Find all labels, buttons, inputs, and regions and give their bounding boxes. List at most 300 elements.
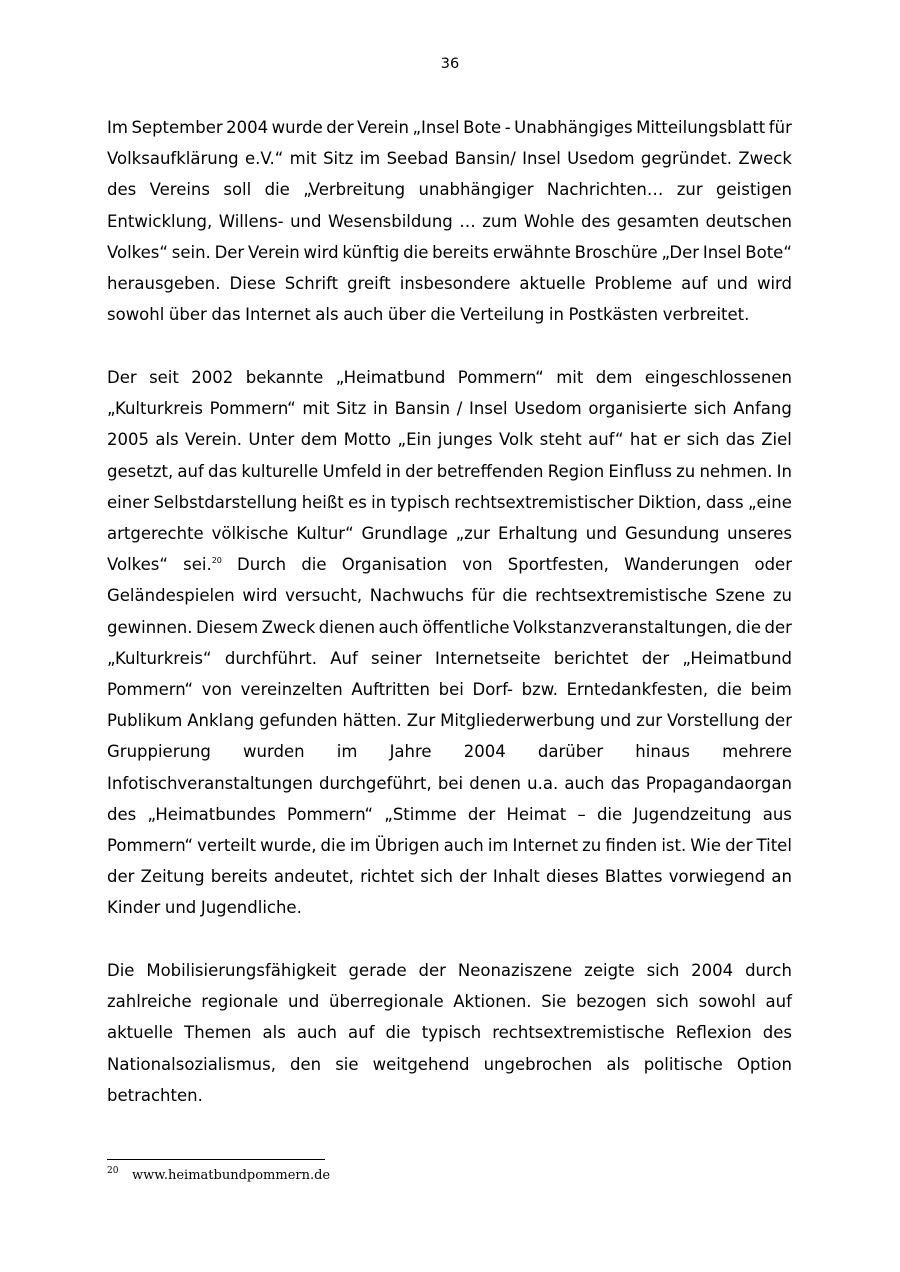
word: sein.: [171, 242, 211, 262]
word: bekannte: [245, 368, 324, 387]
word: junges: [437, 430, 493, 450]
word: Wesensbildung: [327, 211, 453, 231]
word: dem: [300, 430, 338, 450]
word: Volkstanzveranstaltungen,: [513, 617, 733, 637]
word: -: [504, 118, 511, 137]
word: wird: [756, 274, 792, 293]
word: aktuelle: [519, 274, 586, 293]
word: an: [771, 867, 792, 887]
word: „Heimatbund: [682, 648, 792, 668]
word: Anklang: [187, 711, 255, 731]
word: Jahre: [389, 742, 432, 762]
word: Pommern“: [209, 399, 296, 419]
word: artgerechte: [107, 524, 204, 543]
word: Auftritten: [351, 680, 430, 699]
word: sich: [693, 399, 727, 419]
word: berichtet: [553, 648, 629, 668]
word: finden: [605, 836, 658, 855]
word: Unter: [248, 430, 295, 450]
text-line: [107, 866, 792, 888]
word: sich: [656, 992, 689, 1012]
word: Durch: [237, 555, 287, 575]
word: rechtsextremistische: [535, 586, 708, 606]
word: auch: [343, 305, 384, 325]
word: politische: [643, 1054, 723, 1074]
word: Internet: [245, 305, 311, 325]
word: einer: [107, 492, 150, 512]
text-line: [107, 211, 792, 233]
word: Gruppierung: [107, 742, 211, 762]
word: in: [385, 461, 401, 481]
word: Pommern“: [287, 804, 374, 824]
word: gerade: [348, 961, 407, 980]
word: Zeitung: [140, 867, 205, 887]
word: Organisation: [341, 555, 448, 575]
word: bereits: [210, 867, 268, 887]
text-line: [107, 523, 792, 545]
word: gewinnen.: [107, 617, 193, 637]
word: und: [599, 711, 632, 731]
word: dass: [705, 492, 744, 512]
word: Sitz: [323, 149, 354, 169]
word: sich: [420, 867, 453, 887]
word: auch: [296, 1023, 337, 1043]
word: aktuelle: [107, 1023, 174, 1043]
word: Verteilung: [460, 305, 545, 325]
word: sich: [686, 430, 720, 450]
word: bei: [437, 773, 464, 793]
word: insbesondere: [399, 274, 511, 293]
word: Verein: [357, 118, 409, 137]
word: der: [725, 836, 753, 855]
word: sowohl: [698, 992, 756, 1012]
word: Gesundung: [624, 524, 720, 543]
word: des: [107, 804, 137, 824]
word: durchführt.: [224, 648, 317, 668]
word: richtet: [360, 867, 415, 887]
word: von: [462, 555, 493, 575]
word: –: [577, 804, 586, 824]
word: Broschüre: [574, 242, 658, 262]
word: beim: [750, 680, 792, 699]
word: wurde: [271, 118, 323, 137]
word: typisch: [390, 492, 450, 512]
word: auf: [681, 274, 708, 293]
word: zur: [636, 711, 663, 731]
text-line: [107, 679, 792, 701]
word: als: [315, 305, 339, 325]
word: Dorf-: [472, 680, 513, 699]
word: dem: [595, 368, 633, 387]
word: Option: [736, 1054, 792, 1074]
word: „Heimatbundes: [147, 804, 276, 824]
word: er: [663, 430, 681, 450]
word: versucht,: [285, 586, 363, 606]
word: /: [456, 399, 463, 419]
word: auch: [443, 836, 484, 855]
word: Schrift: [284, 274, 339, 293]
word: dieses: [546, 867, 599, 887]
word: auf“: [588, 430, 624, 450]
word: als: [262, 1023, 286, 1043]
word: In: [776, 461, 792, 481]
word: ist.: [661, 836, 687, 855]
word: „Kulturkreis: [107, 399, 204, 419]
word: Einfluss: [608, 461, 672, 481]
word: Verein.: [185, 430, 243, 450]
footnote-separator: [107, 1159, 325, 1160]
word: „Kulturkreis“: [107, 648, 212, 668]
word: Zur: [406, 711, 436, 731]
word: Insel: [702, 242, 742, 262]
word: Internet: [512, 836, 579, 855]
word: Volksaufklärung: [107, 149, 239, 169]
word: bezogen: [576, 992, 647, 1012]
word: Vereins: [149, 180, 210, 200]
word: vorwiegend: [668, 867, 766, 887]
word: durchgeführt,: [319, 773, 432, 793]
word: Nachrichten…: [546, 180, 664, 200]
text-line: [107, 148, 792, 170]
word: Inhalt: [492, 867, 540, 887]
word: Usedom: [567, 149, 635, 169]
word: und: [164, 898, 197, 918]
word: die: [320, 836, 346, 855]
word: in: [548, 305, 564, 325]
word: Internetseite: [435, 648, 541, 668]
word: mit: [289, 149, 317, 169]
word: Volkes“: [107, 555, 168, 575]
text-line: [107, 741, 792, 763]
footnote-reference: 20: [211, 556, 222, 566]
word: Sitz: [336, 399, 367, 419]
word: Mitteilungsblatt: [636, 118, 766, 137]
word: Aktionen.: [453, 992, 532, 1012]
word: Anfang: [733, 399, 792, 419]
word: Verein: [247, 242, 300, 262]
word: gefunden: [259, 711, 338, 731]
text-line: [107, 304, 792, 326]
word: und: [716, 274, 748, 293]
word: die: [403, 242, 429, 262]
word: vereinzelten: [240, 680, 343, 699]
word: „Stimme: [384, 804, 457, 824]
word: und: [287, 992, 320, 1012]
word: „eine: [747, 492, 792, 512]
word: Infotischveranstaltungen: [107, 773, 313, 793]
word: Wanderungen: [624, 555, 740, 575]
word: durch: [745, 961, 792, 980]
word: Übrigen: [374, 836, 440, 855]
word: denen: [469, 773, 521, 793]
word: „Insel: [412, 118, 460, 137]
word: Nationalsozialismus,: [107, 1054, 276, 1074]
word: …: [459, 211, 476, 231]
word: dienen: [318, 617, 376, 637]
word: greift: [347, 274, 391, 293]
word: „Ein: [397, 430, 432, 450]
word: 2004: [691, 961, 734, 980]
word: aus: [762, 804, 792, 824]
word: den: [290, 1054, 322, 1074]
text-line: [107, 585, 792, 607]
word: e.V.“: [244, 149, 284, 169]
word: völkische: [211, 524, 289, 543]
word: deutschen: [705, 211, 792, 231]
word: Wie: [690, 836, 721, 855]
word: unseres: [727, 524, 792, 543]
word: das: [610, 773, 640, 793]
word: Postkästen: [568, 305, 659, 325]
word: als: [155, 430, 179, 450]
word: der: [418, 961, 446, 980]
word: Volkes“: [107, 242, 168, 262]
word: Mitgliederwerbung: [440, 711, 595, 731]
text-line: [107, 273, 792, 295]
word: für: [768, 118, 792, 137]
word: Motto: [343, 430, 392, 450]
word: gegründet.: [640, 149, 733, 169]
word: die: [385, 1023, 411, 1043]
word: bei: [438, 680, 464, 699]
word: hätten.: [342, 711, 402, 731]
word: Im: [107, 118, 128, 137]
text-line: [107, 960, 792, 982]
word: zeigte: [584, 961, 635, 980]
word: der: [764, 711, 792, 731]
word: 2004: [463, 742, 506, 762]
word: im: [487, 836, 509, 855]
text-line: [107, 648, 792, 670]
word: Insel: [468, 399, 508, 419]
text-line: [107, 710, 792, 732]
word: Umfeld: [322, 461, 382, 481]
word: Zweck: [738, 149, 792, 169]
word: mit: [302, 399, 330, 419]
word: von: [201, 680, 233, 699]
word: Insel: [522, 149, 561, 169]
word: Bansin: [394, 399, 451, 419]
word: wurde,: [260, 836, 317, 855]
word: der: [107, 867, 135, 887]
word: bereits: [432, 242, 490, 262]
word: geistigen: [716, 180, 792, 200]
word: Mobilisierungsfähigkeit: [146, 961, 337, 980]
word: verbreitet.: [662, 305, 750, 325]
word: Die: [107, 961, 135, 980]
word: Vorstellung: [666, 711, 760, 731]
word: hinaus: [635, 742, 690, 762]
word: Willens-: [218, 211, 284, 231]
word: in: [372, 399, 388, 419]
text-line: [107, 773, 792, 795]
word: sie: [335, 1054, 359, 1074]
word: das: [725, 430, 755, 450]
word: das: [211, 305, 241, 325]
word: über: [387, 305, 426, 325]
word: der: [326, 118, 354, 137]
word: herausgeben.: [107, 274, 221, 293]
word: die: [301, 555, 327, 575]
word: Selbstdarstellung: [153, 492, 298, 512]
word: Volk: [498, 430, 534, 450]
word: „Heimatbund: [335, 368, 446, 387]
word: rechtsextremistischer: [454, 492, 634, 512]
word: zur: [676, 180, 703, 200]
word: kulturelle: [241, 461, 319, 481]
word: betrachten.: [107, 1085, 203, 1105]
page-number: 36: [440, 56, 460, 72]
word: im: [359, 149, 381, 169]
word: sei.$^{20}$: [183, 555, 222, 575]
word: wird: [303, 242, 339, 262]
word: Zweck: [261, 617, 316, 637]
text-line: [107, 804, 792, 826]
word: der: [764, 617, 792, 637]
word: steht: [539, 430, 582, 450]
word: Erntedankfesten,: [566, 680, 709, 699]
word: „Verbreitung: [303, 180, 406, 200]
word: eingeschlossenen: [644, 368, 792, 387]
word: Reflexion: [675, 1023, 752, 1043]
word: Bote“: [745, 242, 792, 262]
word: Ziel: [761, 430, 792, 450]
word: die: [264, 180, 290, 200]
word: „zur: [455, 524, 491, 543]
word: u.a.: [527, 773, 559, 793]
word: ungebrochen: [483, 1054, 593, 1074]
text-line: [107, 367, 792, 389]
word: Bansin/: [454, 149, 516, 169]
word: darüber: [537, 742, 604, 762]
word: zum: [482, 211, 518, 231]
word: auf: [348, 1023, 375, 1043]
word: Neonaziszene: [457, 961, 573, 980]
word: wurden: [243, 742, 305, 762]
word: Bote: [463, 118, 502, 137]
word: öffentliche: [422, 617, 510, 637]
word: für: [471, 586, 495, 606]
word: zu: [582, 836, 602, 855]
word: Erhaltung: [497, 524, 578, 543]
word: regionale: [201, 992, 279, 1012]
word: seit: [149, 368, 179, 387]
word: hat: [629, 430, 657, 450]
word: heißt: [301, 492, 344, 512]
word: rechtsextremistische: [492, 1023, 665, 1043]
word: gesamten: [616, 211, 700, 231]
word: Nachwuchs: [369, 586, 464, 606]
word: mehrere: [722, 742, 792, 762]
text-line: [107, 117, 792, 139]
word: die: [430, 305, 456, 325]
word: Diesem: [195, 617, 259, 637]
word: künftig: [342, 242, 400, 262]
word: zu: [772, 586, 792, 606]
word: Kultur“: [296, 524, 354, 543]
word: bzw.: [521, 680, 558, 699]
word: September: [131, 118, 223, 137]
word: Titel: [756, 836, 792, 855]
word: Jugendliche.: [200, 898, 302, 918]
footnote-text: www.heimatbundpommern.de: [132, 1168, 331, 1183]
word: über: [168, 305, 207, 325]
word: 2004: [226, 118, 269, 137]
word: Der: [107, 368, 137, 387]
word: des: [580, 211, 611, 231]
text-line: [107, 1085, 792, 1107]
word: unabhängiger: [418, 180, 534, 200]
word: Sie: [541, 992, 567, 1012]
word: das: [208, 461, 238, 481]
word: auch: [378, 617, 419, 637]
word: Diktion,: [637, 492, 702, 512]
text-line: [107, 1054, 792, 1076]
word: betreffenden: [436, 461, 544, 481]
word: nehmen.: [699, 461, 773, 481]
word: der: [459, 867, 487, 887]
word: Kinder: [107, 898, 161, 918]
word: Region: [547, 461, 605, 481]
word: Seebad: [386, 149, 449, 169]
word: die: [716, 680, 742, 699]
text-line: [107, 897, 792, 919]
word: Jugendzeitung: [633, 804, 752, 824]
word: auch: [564, 773, 605, 793]
word: überregionale: [329, 992, 444, 1012]
word: sich: [646, 961, 680, 980]
word: sowohl: [107, 305, 165, 325]
text-line: [107, 1022, 792, 1044]
word: organisierte: [588, 399, 688, 419]
text-line: [107, 179, 792, 201]
word: als: [606, 1054, 630, 1074]
word: auf: [177, 461, 204, 481]
text-line: [107, 492, 792, 514]
text-line: [107, 429, 792, 451]
word: im: [349, 836, 371, 855]
text-line: [107, 835, 792, 857]
word: Szene: [715, 586, 766, 606]
word: gesetzt,: [107, 461, 174, 481]
word: mit: [556, 368, 584, 387]
word: Pommern“: [107, 836, 194, 855]
footnote: 20 www.heimatbundpommern.de: [107, 1166, 331, 1183]
text-line: [107, 242, 792, 264]
word: soll: [223, 180, 252, 200]
text-line: [107, 398, 792, 420]
word: Wohle: [523, 211, 575, 231]
word: die: [502, 586, 528, 606]
word: die: [735, 617, 761, 637]
word: Entwicklung,: [107, 211, 213, 231]
word: die: [596, 804, 623, 824]
word: des: [107, 180, 137, 200]
text-line: [107, 617, 792, 639]
word: verteilt: [197, 836, 257, 855]
word: typisch: [421, 1023, 482, 1043]
word: oder: [754, 555, 792, 575]
word: andeutet,: [273, 867, 354, 887]
word: des: [762, 1023, 792, 1043]
word: zu: [676, 461, 696, 481]
word: Propagandaorgan: [645, 773, 792, 793]
word: auf: [765, 992, 792, 1012]
text-line: [107, 461, 792, 483]
word: Pommern“: [457, 368, 544, 387]
word: Unabhängiges: [514, 118, 633, 137]
word: und: [290, 211, 322, 231]
